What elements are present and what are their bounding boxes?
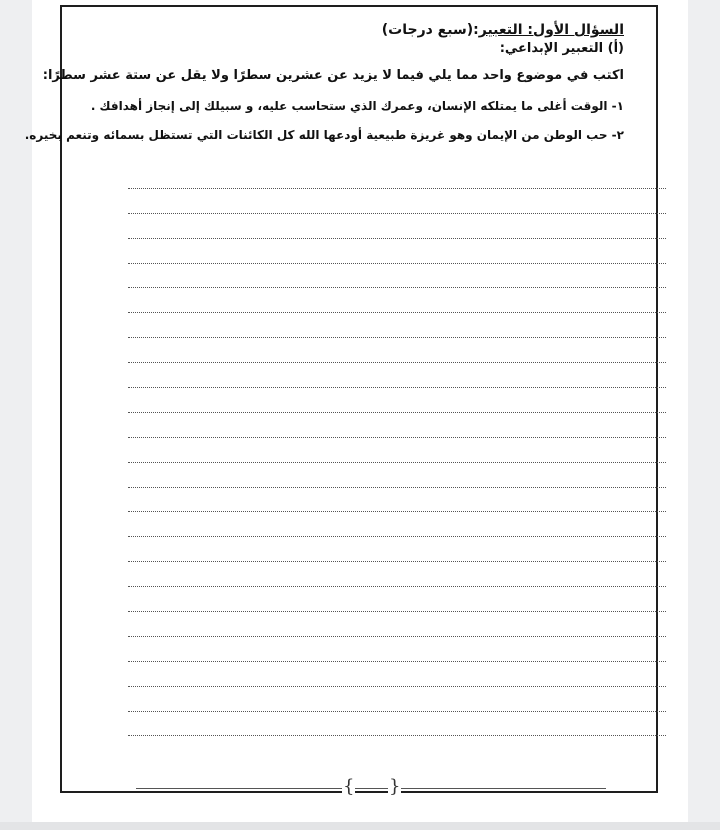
- answer-line: [128, 388, 666, 413]
- instruction-text: اكتب في موضوع واحد مما يلي فيما لا يزيد عن عشرين سطرًا ولا يقل عن ستة عشر سطرًا:: [42, 68, 624, 83]
- answer-line: [128, 637, 666, 662]
- answer-line: [128, 512, 666, 537]
- topic-item: ٢- حب الوطن من الإيمان وهو غريزة طبيعية أودعها الله كل الكائنات التي تستظل بسمائه وتنعم بخيره.: [24, 128, 624, 142]
- footer-rule: [136, 788, 606, 789]
- question-title: [382, 22, 624, 38]
- answer-line: [128, 288, 666, 313]
- answer-line: [128, 239, 666, 264]
- answer-line: [128, 463, 666, 488]
- answer-line: [128, 662, 666, 687]
- question-marks: :(سبع درجات): [381, 22, 479, 38]
- answer-line: [128, 313, 666, 338]
- answer-line: [128, 562, 666, 587]
- answer-line: [128, 438, 666, 463]
- answer-line: [128, 537, 666, 562]
- answer-line: [128, 164, 666, 189]
- page-footer: [136, 778, 606, 798]
- answer-line: [128, 363, 666, 388]
- answer-line: [128, 214, 666, 239]
- answer-line: [128, 687, 666, 712]
- answer-line: [128, 612, 666, 637]
- answer-line: [128, 413, 666, 438]
- question-title-prefix: السؤال الأول:: [522, 22, 624, 38]
- answer-line: [128, 264, 666, 289]
- answer-line: [128, 488, 666, 513]
- topic-item: ١- الوقت أغلى ما يمتلكه الإنسان، وعمرك الذي ستحاسب عليه، و سبيلك إلى إنجاز أهدافك .: [90, 99, 624, 113]
- bottom-strip: [0, 822, 720, 830]
- section-subtitle: (أ) التعبير الإبداعي:: [499, 41, 624, 56]
- answer-line: [128, 189, 666, 214]
- question-title-main: التعبير: [478, 22, 523, 38]
- answer-line: [128, 712, 666, 737]
- answer-lines: [128, 164, 666, 736]
- footer-bracket-close: }: [389, 776, 401, 797]
- footer-bracket-open: {: [343, 776, 355, 797]
- exam-page: [24, 0, 688, 822]
- answer-line: [128, 587, 666, 612]
- answer-line: [128, 338, 666, 363]
